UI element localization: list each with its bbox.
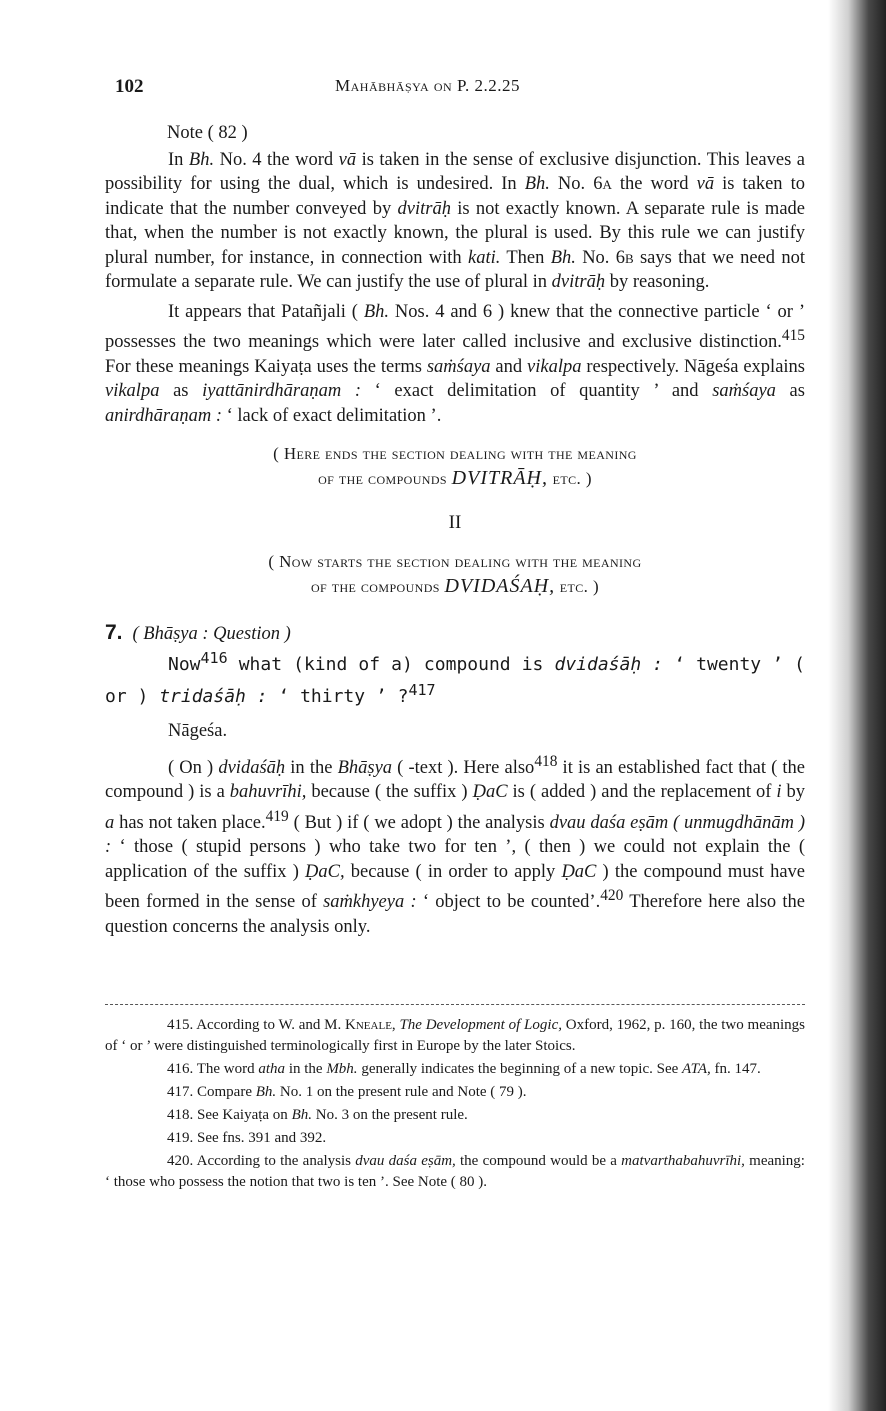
footnote-divider xyxy=(105,1004,805,1005)
running-head-rule: P. 2.2.25 xyxy=(456,76,521,95)
footnotes xyxy=(105,1015,805,1195)
footnote-418: 418. See Kaiyaṭa on Bh. No. 3 on the present rule. xyxy=(167,1107,468,1123)
footnote-ref-415: 415 xyxy=(781,327,805,344)
main-text xyxy=(105,121,805,940)
section-end-heading: ( Here ends the section dealing with the meaning of the compounds DVITRĀḤ, etc. ) xyxy=(273,444,637,490)
item-label: ( Bhāṣya : Question ) xyxy=(132,623,291,644)
page-number: 102 xyxy=(115,76,144,97)
paragraph-3: ( On ) dvidaśāḥ in the Bhāṣya ( -text ). Here also$^{418}$ it is an established fact that ( the compound ) is a bahuvrīhi, because ( the suffix ) ḌaC is ( added ) and the replacement of i by a has not taken place.$^{419}$ ( But ) if ( we adopt ) the analysis dvau daśa eṣām ( unmugdhānām ) : ‘ those ( stupid persons ) who take two for ten ’, ( then ) we could not explain the ( application of the suffix ) ḌaC, because ( in order to apply ḌaC ) the compound must have been formed in the sense of saṁkhyeya : ‘ object to be counted’.$^{420}$ Therefore here also the question concerns the analysis only. xyxy=(105,752,806,938)
running-head-title: Mahābhāṣya on xyxy=(335,76,453,95)
item-number: 7. xyxy=(105,620,123,644)
paragraph-1: In Bh. No. 4 the word vā is taken in the sense of exclusive disjunction. This leaves a possibility for using the dual, which is undesired. In Bh. No. 6a the word vā is taken to indicate that the number conveyed by dvitrāḥ is not exactly known. A separate rule is made that, when the number is not exactly known, the plural is used. By this rule we can justify plural number, for instance, in connection with kati. Then Bh. No. 6b says that we need not formulate a separate rule. We can justify the use of plural in dvitrāḥ by reasoning. xyxy=(105,149,805,292)
paragraph-2: It appears that Patañjali ( Bh. Nos. 4 and 6 ) knew that the connective particle ‘ or ’ possesses the two meanings which were later called inclusive and exclusive distinction.$^{415}$ For these meanings Kaiyaṭa uses the terms saṁśaya and vikalpa respectively. Nāgeśa explains vikalpa as iyattānirdhāraṇam : ‘ exact delimitation of quantity ’ and saṁśaya as anirdhāraṇam : ‘ lack of exact delimitation ’. xyxy=(105,301,805,426)
item-7-heading xyxy=(105,621,805,647)
running-head xyxy=(335,76,520,96)
footnote-419: 419. See fns. 391 and 392. xyxy=(167,1130,327,1146)
section-number: II xyxy=(448,512,462,534)
nagesa-heading: Nāgeśa. xyxy=(168,721,228,742)
footnote-420: 420. According to the analysis dvau daśa eṣām, the compound would be a matvarthabahuvrīhi, meaning: ‘ those who possess the notion that two is ten ’. See Note ( 80 ). xyxy=(105,1153,805,1190)
note-heading: Note ( 82 ) xyxy=(167,123,248,143)
page-edge-shadow xyxy=(828,0,886,1411)
footnote-415: 415. According to W. and M. Kneale, The Development of Logic, Oxford, 1962, p. 160, the two meanings of ‘ or ’ were distinguished terminologically first in Europe by the later Stoics. xyxy=(105,1017,806,1054)
footnote-416: 416. The word atha in the Mbh. generally indicates the beginning of a new topic. See ATA, fn. 147. xyxy=(167,1061,761,1077)
bhasya-question: Now$^{416}$ what (kind of a) compound is dvidaśāḥ : ‘ twenty ’ ( or ) tridaśāḥ : ‘ thirty ’ ?$^{417}$ xyxy=(105,649,805,707)
footnote-417: 417. Compare Bh. No. 1 on the present rule and Note ( 79 ). xyxy=(167,1084,527,1100)
page-header xyxy=(105,74,805,104)
section-start-heading: ( Now starts the section dealing with the meaning of the compounds DVIDAŚAḤ, etc. ) xyxy=(268,551,642,597)
